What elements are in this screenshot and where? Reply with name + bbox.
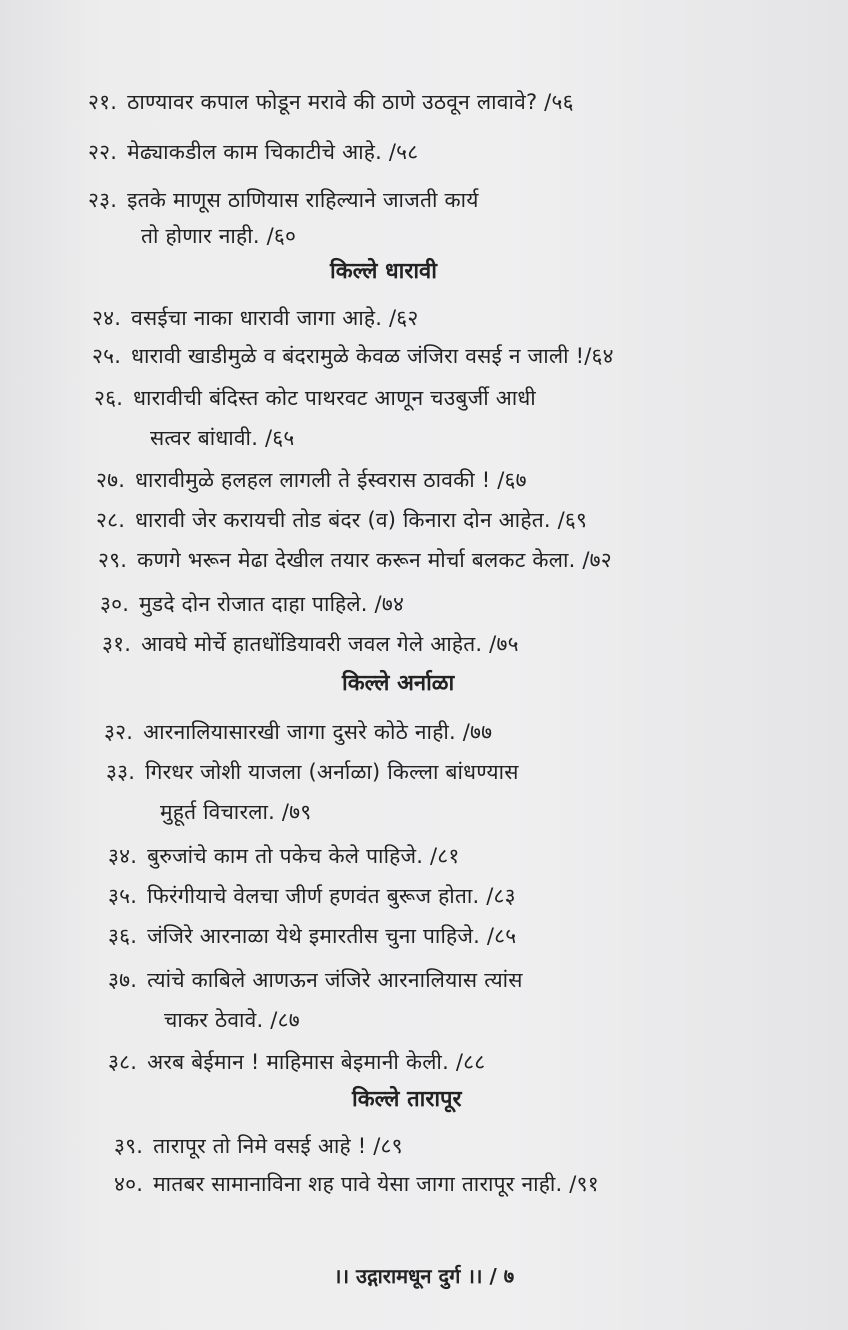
list-item: २४. वसईचा नाका धारावी जागा आहे. /६२ (92, 306, 419, 330)
list-item: ३०. मुडदे दोन रोजात दाहा पाहिले. /७४ (100, 592, 405, 616)
list-item: ३८. अरब बेईमान ! माहिमास बेइमानी केली. /८८ (108, 1050, 486, 1074)
list-item: ३२. आरनालियासारखी जागा दुसरे कोठे नाही. /७७ (104, 720, 493, 744)
list-item: ३४. बुरुजांचे काम तो पकेच केले पाहिजे. /८१ (108, 844, 460, 868)
list-item: २१. ठाण्यावर कपाल फोडून मरावे की ठाणे उठवून लावावे? /५६ (88, 90, 574, 114)
list-item: ३७. त्यांचे काबिले आणऊन जंजिरे आरनालियास त्यांस (108, 968, 523, 992)
section-heading-tarapur: किल्ले तारापूर (352, 1087, 462, 1112)
list-item-continuation: तो होणार नाही. /६० (141, 224, 297, 248)
list-item: २५. धारावी खाडीमुळे व बंदरामुळे केवळ जंजिरा वसई न जाली !/६४ (92, 344, 614, 368)
page-footer: ।। उद्गारामधून दुर्ग ।। / ७ (333, 1264, 515, 1288)
list-item: ३९. तारापूर तो निमे वसई आहे ! /८९ (114, 1134, 403, 1158)
list-item: २३. इतके माणूस ठाणियास राहिल्याने जाजती कार्य (88, 188, 479, 212)
list-item: ४०. मातबर सामानाविना शह पावे येसा जागा तारापूर नाही. /९१ (114, 1172, 599, 1196)
list-item: २२. मेढ्याकडील काम चिकाटीचे आहे. /५८ (88, 140, 419, 164)
list-item-continuation: सत्वर बांधावी. /६५ (150, 426, 295, 450)
list-item-continuation: मुहूर्त विचारला. /७९ (160, 800, 312, 824)
section-heading-dharavi: किल्ले धारावी (330, 259, 437, 284)
list-item: २९. कणगे भरून मेढा देखील तयार करून मोर्चा बलकट केला. /७२ (98, 548, 612, 572)
list-item-continuation: चाकर ठेवावे. /८७ (164, 1008, 300, 1032)
list-item: ३३. गिरधर जोशी याजला (अर्नाळा) किल्ला बांधण्यास (106, 760, 519, 784)
list-item: २६. धारावीची बंदिस्त कोट पाथरवट आणून चउबुर्जी आधी (94, 386, 536, 410)
list-item: २८. धारावी जेर करायची तोड बंदर (व) किनारा दोन आहेत. /६९ (96, 508, 588, 532)
section-heading-arnala: किल्ले अर्नाळा (342, 671, 455, 696)
list-item: ३६. जंजिरे आरनाळा येथे इमारतीस चुना पाहिजे. /८५ (108, 924, 517, 948)
list-item: ३१. आवघे मोर्चे हातधोंडियावरी जवल गेले आहेत. /७५ (102, 632, 519, 656)
list-item: ३५. फिरंगीयाचे वेलचा जीर्ण हणवंत बुरूज होता. /८३ (108, 884, 516, 908)
list-item: २७. धारावीमुळे हलहल लागली ते ईस्वरास ठावकी ! /६७ (96, 468, 527, 492)
